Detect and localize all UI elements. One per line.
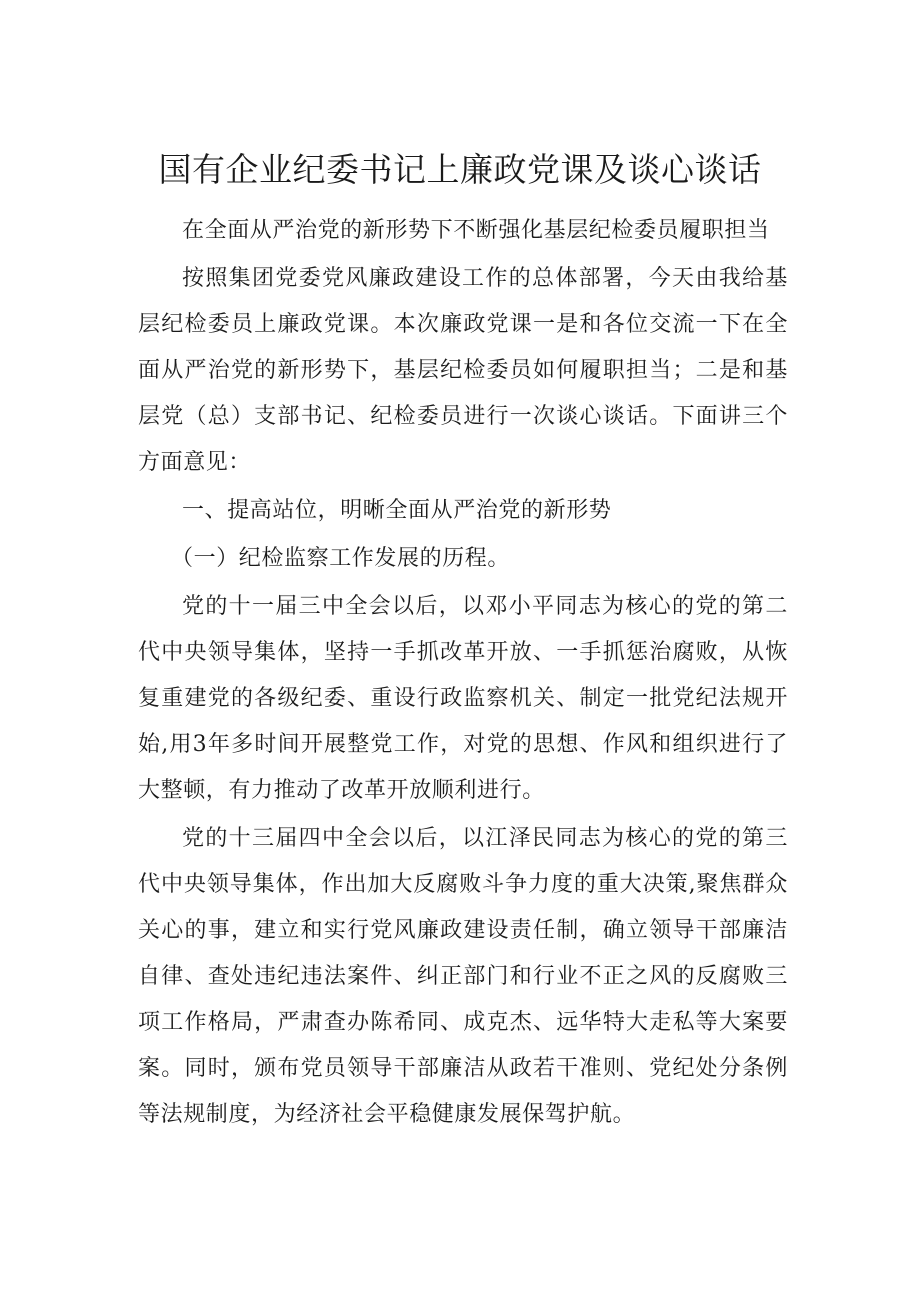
document-title: 国有企业纪委书记上廉政党课及谈心谈话 — [158, 150, 762, 189]
paragraph-history-1: 党的十一届三中全会以后，以邓小平同志为核心的党的第二代中央领导集体，坚持一手抓改革开放、一手抓惩治腐败，从恢复重建党的各级纪委、重设行政监察机关、制定一批党纪法规开始,用3年多时间开展整党工作，对党的思想、作风和组织进行了大整顿，有力推动了改革开放顺利进行。 — [138, 594, 788, 803]
paragraph-subtitle: 在全面从严治党的新形势下不断强化基层纪检委员履职担当 — [182, 218, 770, 243]
document-body — [138, 208, 788, 1140]
section-heading-1: 一、提高站位，明晰全面从严治党的新形势 — [182, 498, 612, 523]
subsection-heading-1: （一）纪检监察工作发展的历程。 — [171, 546, 511, 571]
paragraph-history-2: 党的十三届四中全会以后，以江泽民同志为核心的党的第三代中央领导集体，作出加大反腐败斗争力度的重大决策,聚焦群众关心的事，建立和实行党风廉政建设责任制，确立领导干部廉洁自律、查处违纪违法案件、纠正部门和行业不正之风的反腐败三项工作格局，严肃查办陈希同、成克杰、远华特大走私等大案要案。同时，颁布党员领导干部廉洁从政若干准则、党纪处分条例等法规制度，为经济社会平稳健康发展保驾护航。 — [138, 826, 788, 1127]
paragraph-intro: 按照集团党委党风廉政建设工作的总体部署，今天由我给基层纪检委员上廉政党课。本次廉政党课一是和各位交流一下在全面从严治党的新形势下，基层纪检委员如何履职担当；二是和基层党（总）支部书记、纪检委员进行一次谈心谈话。下面讲三个方面意见： — [138, 266, 788, 475]
